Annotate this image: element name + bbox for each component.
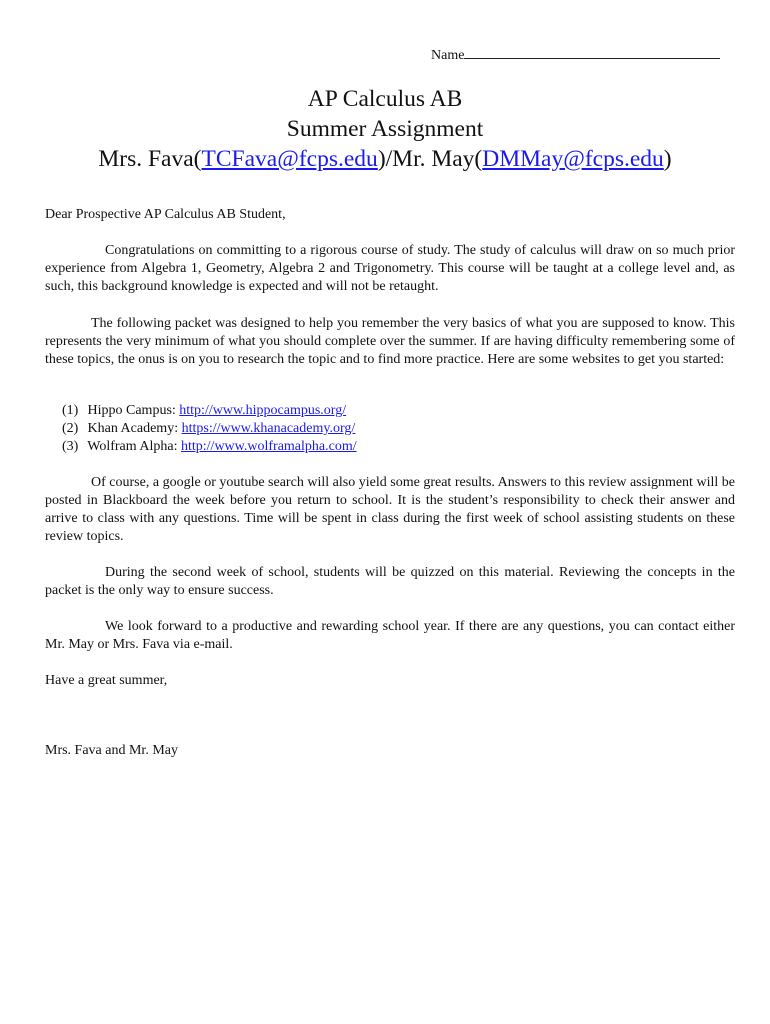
- teachers-suffix: ): [663, 146, 672, 172]
- name-field: [431, 46, 720, 64]
- paragraph-review: Of course, a google or youtube search will also yield some great results. Answers to this review assignment will be posted in Blackboard the week before you return to school. It is the student’s responsibility to check their answer and arrive to class with any questions. Time will be spent in class during the first week of school assisting students on these review topics.: [45, 475, 735, 544]
- email-link-fava[interactable]: TCFava@fcps.edu: [201, 146, 378, 172]
- teachers-prefix: Mrs. Fava(: [98, 146, 202, 172]
- name-blank-line[interactable]: [464, 46, 720, 59]
- course-title: AP Calculus AB: [307, 86, 463, 112]
- teachers-line: [0, 144, 770, 174]
- paragraph-contact: We look forward to a productive and rewarding school year. If there are any questions, you can contact either Mr. May or Mrs. Fava via e-mail.: [45, 619, 735, 652]
- closing: Have a great summer,: [45, 673, 168, 688]
- resource-name: Hippo Campus:: [87, 403, 176, 418]
- resource-number: (2): [62, 421, 79, 436]
- resource-item: [62, 402, 357, 420]
- greeting: Dear Prospective AP Calculus AB Student,: [45, 207, 286, 222]
- resource-list: [62, 402, 357, 456]
- resource-link-hippocampus[interactable]: http://www.hippocampus.org/: [179, 403, 347, 418]
- assignment-title: Summer Assignment: [286, 116, 484, 142]
- paragraph-packet: The following packet was designed to help you remember the very basics of what you are supposed to know. This represents the very minimum of what you should complete over the summer. If are having difficulty remembering some of these topics, the onus is on you to research the topic and to find more practice. Here are some websites to get you started:: [45, 316, 735, 367]
- resource-item: [62, 420, 357, 438]
- resource-number: (3): [62, 439, 79, 454]
- resource-item: [62, 438, 357, 456]
- resource-name: Wolfram Alpha:: [87, 439, 178, 454]
- title-block: [0, 84, 770, 174]
- resource-number: (1): [62, 403, 79, 418]
- email-link-may[interactable]: DMMay@fcps.edu: [482, 146, 664, 172]
- resource-link-wolframalpha[interactable]: http://www.wolframalpha.com/: [181, 439, 357, 454]
- paragraph-intro: Congratulations on committing to a rigorous course of study. The study of calculus will draw on so much prior experience from Algebra 1, Geometry, Algebra 2 and Trigonometry. This course will be taught at a college level and, as such, this background knowledge is expected and will not be retaught.: [45, 243, 735, 294]
- signature: Mrs. Fava and Mr. May: [45, 743, 178, 758]
- resource-link-khanacademy[interactable]: https://www.khanacademy.org/: [181, 421, 356, 436]
- name-label: Name: [431, 48, 465, 63]
- teachers-middle: )/Mr. May(: [377, 146, 483, 172]
- resource-name: Khan Academy:: [87, 421, 179, 436]
- paragraph-quiz: During the second week of school, students will be quizzed on this material. Reviewing the concepts in the packet is the only way to ensure success.: [45, 565, 735, 598]
